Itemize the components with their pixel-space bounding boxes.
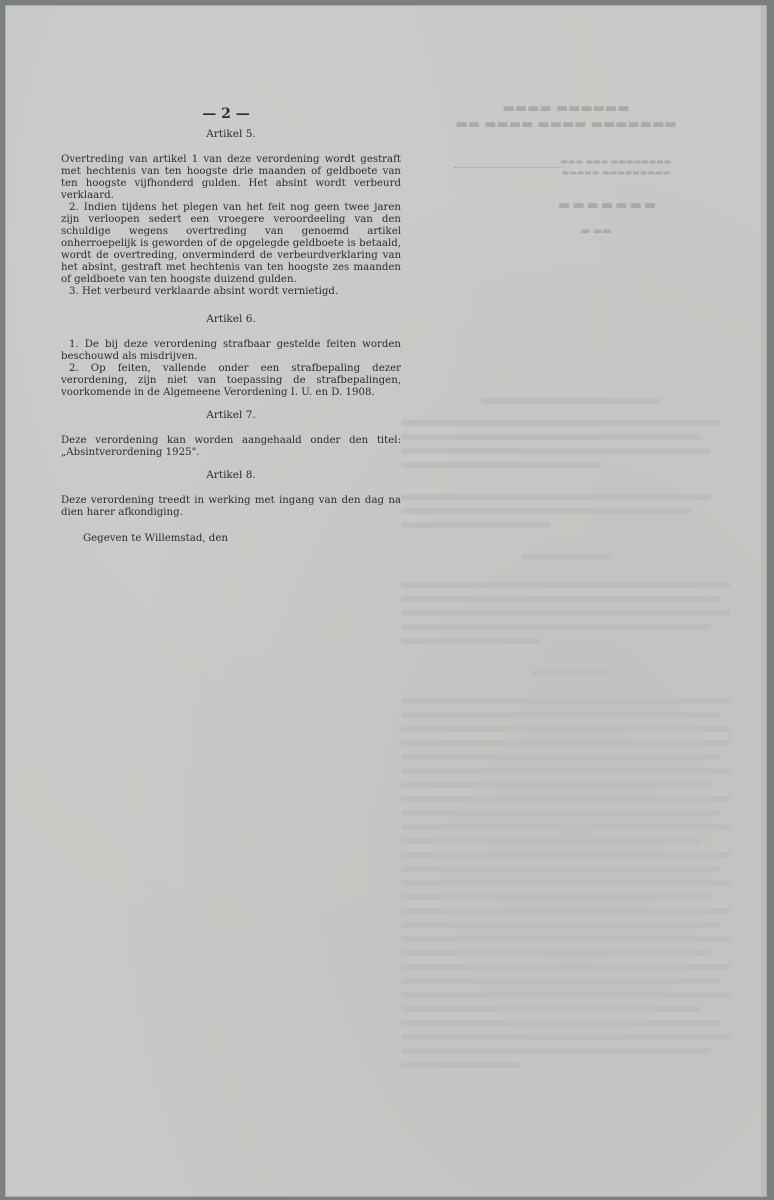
- document-body: [61, 106, 401, 545]
- page-edge: [762, 6, 766, 1196]
- article-paragraph: Deze verordening treedt in werking met ingang van den dag na dien harer afkondiging.: [61, 495, 401, 518]
- article-paragraph: 3. Het verbeurd verklaarde absint wordt vernietigd.: [69, 286, 339, 297]
- article-heading: Artikel 8.: [206, 469, 256, 481]
- article-heading: Artikel 5.: [206, 128, 256, 140]
- document-page: [6, 6, 766, 1196]
- article-8: [61, 469, 401, 519]
- show-through-heading: ▬▬▬▬▬▬ ▬▬▬▬ ▬▬▬▬▬▬▬ ▬▬▬▬ ▬▬▬▬ ▬▬: [455, 101, 677, 132]
- article-paragraph: 1. De bij deze verordening strafbaar gestelde feiten worden beschouwd als misdrijven.: [61, 339, 401, 362]
- show-through-text: [401, 376, 746, 1076]
- article-paragraph: Deze verordening kan worden aangehaald onder den titel: „Absintverordening 1925".: [61, 435, 401, 458]
- page-number: — 2 —: [202, 106, 250, 122]
- article-heading: Artikel 7.: [206, 409, 256, 421]
- article-7: [61, 409, 401, 459]
- article-paragraph: 2. Op feiten, vallende onder een strafbepaling dezer verordening, zijn niet van toepassing de strafbepalingen, voorkomende in de Algemeene Verordening I. U. en D. 1908.: [61, 363, 401, 398]
- show-through-number: ▬▬ ▬: [580, 226, 612, 237]
- article-6: [61, 313, 401, 399]
- article-5: [61, 128, 401, 298]
- show-through-subtitle: ▬▬▬▬▬▬▬▬ ▬▬▬ ▬▬▬ ▬▬▬▬▬▬▬▬▬ ▬▬▬▬▬: [560, 157, 672, 177]
- article-heading: Artikel 6.: [206, 313, 256, 325]
- article-paragraph: Overtreding van artikel 1 van deze verordening wordt gestraft met hechtenis van ten hoogste drie maanden of geldboete van ten hoogste vijfhonderd gulden. Het absint wordt verbeurd verklaard.: [61, 154, 401, 201]
- given-at-line: Gegeven te Willemstad, den: [83, 533, 228, 544]
- fold-line: [761, 6, 762, 1196]
- show-through-stamp: ▬▬▬▬▬▬▬: [556, 198, 656, 213]
- article-paragraph: 2. Indien tijdens het plegen van het feit nog geen twee jaren zijn verloopen sedert een vroegere veroordeeling van den schuldige wegens overtreding van genoemd artikel onherroepelijk is geworden of de opgelegde geldboete is betaald, wordt de overtreding, onverminderd de verbeurdverklaring van het absint, gestraft met hechtenis van ten hoogste zes maanden of geldboete van ten hoogste duizend gulden.: [61, 202, 401, 285]
